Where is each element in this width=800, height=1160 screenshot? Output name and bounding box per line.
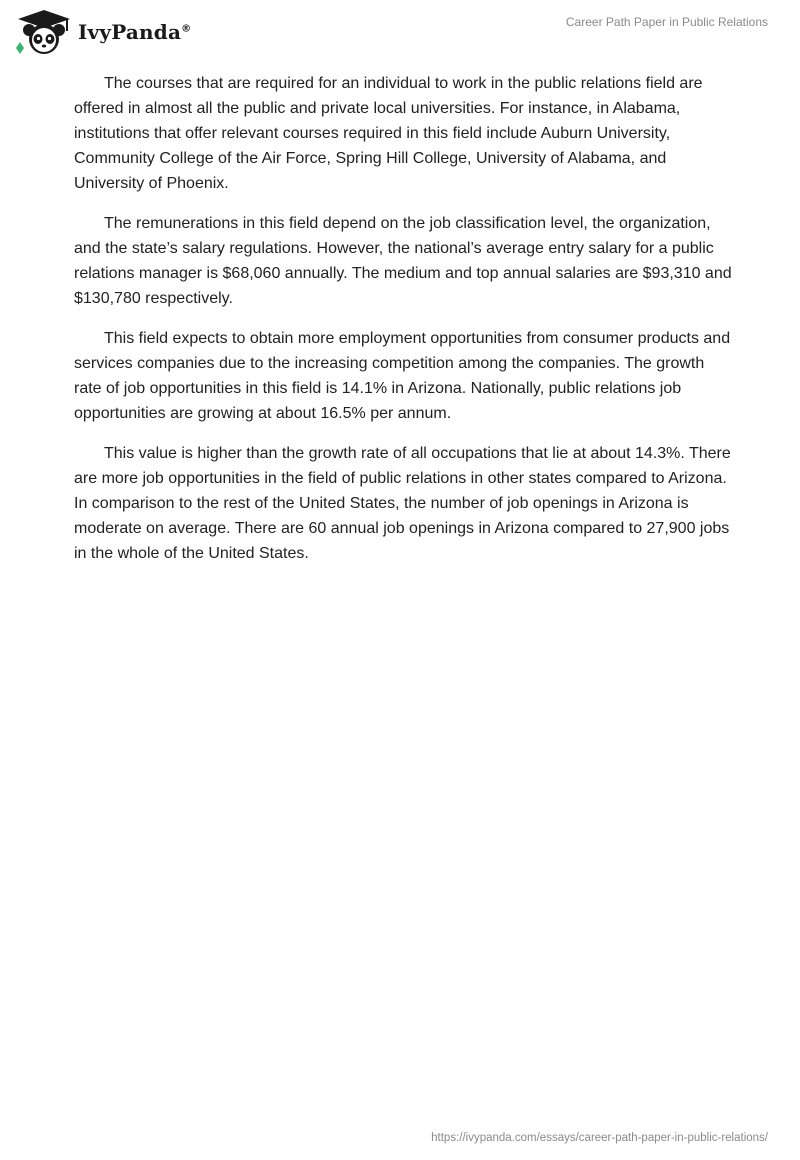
ivypanda-logo[interactable] (14, 8, 191, 56)
essay-body (74, 71, 734, 581)
registered-mark: ® (181, 23, 192, 35)
paragraph: The courses that are required for an individual to work in the public relations field are offered in almost all the public and private local universities. For instance, in Alabama, institutions that offer relevant courses required in this field include Auburn University, Community College of the Air Force, Spring Hill College, University of Alabama, and University of Phoenix. (74, 75, 703, 192)
panda-graduation-cap-icon (14, 8, 74, 56)
document-title: Career Path Paper in Public Relations (565, 15, 768, 29)
page-header (0, 0, 800, 60)
brand-name: IvyPanda® (78, 20, 192, 44)
source-url-link[interactable]: https://ivypanda.com/essays/career-path-paper-in-public-relations/ (431, 1132, 768, 1144)
paragraph: This value is higher than the growth rate of all occupations that lie at about 14.3%. There are more job opportunities in the field of public relations in other states compared to Arizona. In comparison to the rest of the United States, the number of job openings in Arizona is moderate on average. There are 60 annual job openings in Arizona compared to 27,900 jobs in the whole of the United States. (74, 445, 731, 562)
paragraph: This field expects to obtain more employment opportunities from consumer products and services companies due to the increasing competition among the companies. The growth rate of job opportunities in this field is 14.1% in Arizona. Nationally, public relations job opportunities are growing at about 16.5% per annum. (74, 330, 731, 422)
paragraph: The remunerations in this field depend on the job classification level, the organization, and the state’s salary regulations. However, the national’s average entry salary for a public relations manager is $68,060 annually. The medium and top annual salaries are $93,310 and $130,780 respectively. (74, 215, 732, 307)
